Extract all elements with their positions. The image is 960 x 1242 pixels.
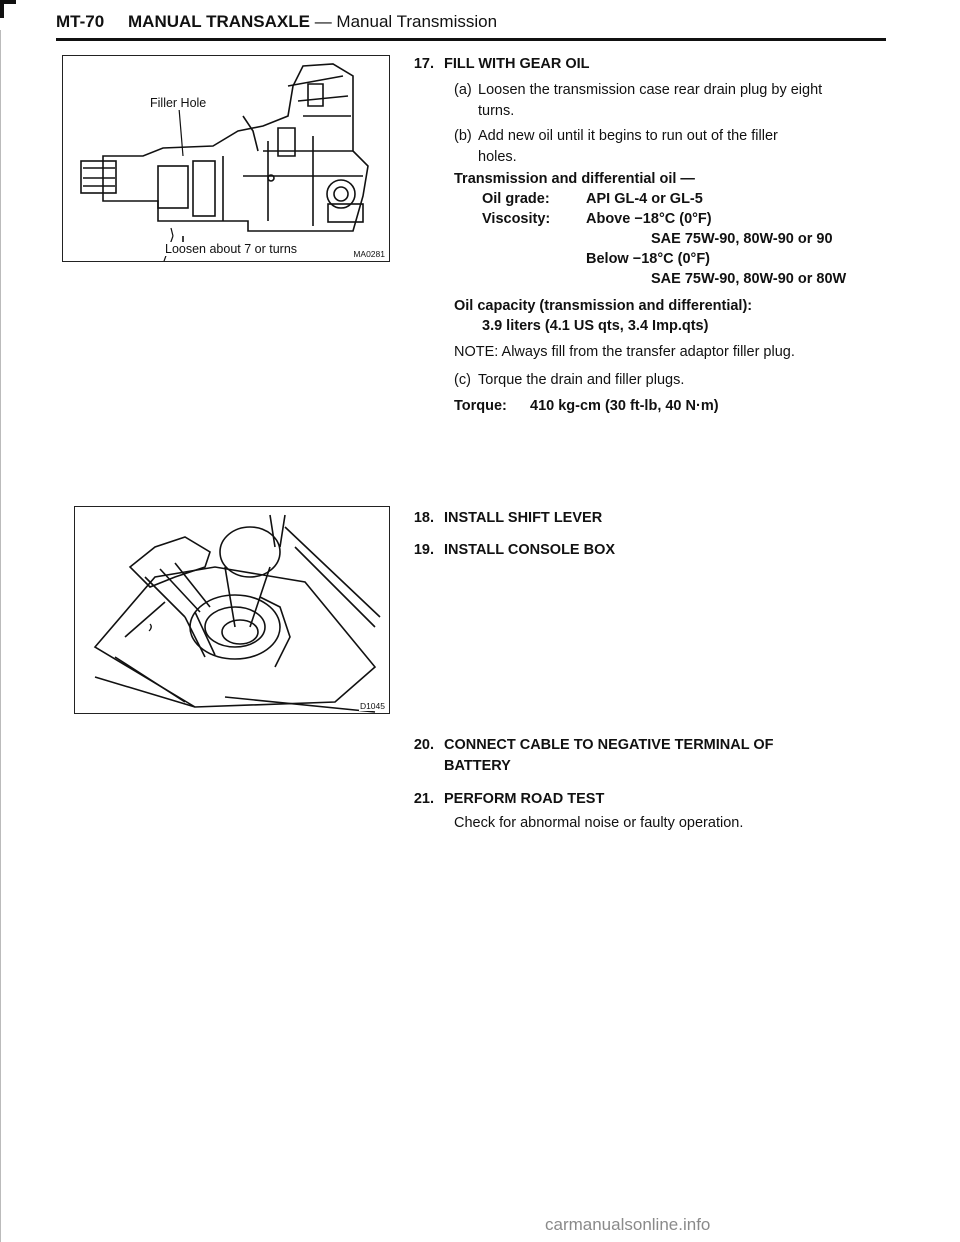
step-number: 21. <box>413 791 434 807</box>
label-filler-hole: Filler Hole <box>150 96 207 110</box>
step-title: INSTALL SHIFT LEVER <box>444 510 603 526</box>
capacity-value: 3.9 liters (4.1 US qts, 3.4 Imp.qts) <box>482 318 709 334</box>
page-code: MT-70 <box>56 12 105 31</box>
step-number: 17. <box>413 56 434 72</box>
step-17-sub-a <box>454 80 894 122</box>
step-title: FILL WITH GEAR OIL <box>444 56 590 72</box>
sub-a-text-cont: turns. <box>478 103 515 119</box>
page-header <box>56 8 886 41</box>
sub-b-text: Add new oil until it begins to run out of the filler <box>478 128 778 144</box>
torque-label: Torque: <box>454 398 507 414</box>
sub-a-text: Loosen the transmission case rear drain plug by eight <box>478 82 823 98</box>
step-19-title <box>400 540 615 561</box>
step-21-title <box>400 789 604 810</box>
step-title-cont: BATTERY <box>444 758 511 774</box>
step-17-title <box>400 54 590 75</box>
sub-a-label: (a) <box>454 82 472 98</box>
figure-transmission-filler <box>62 55 390 262</box>
sub-b-label: (b) <box>454 128 472 144</box>
header-title <box>128 12 497 32</box>
step-17-sub-c <box>454 370 684 391</box>
header-section: MANUAL TRANSAXLE <box>128 12 310 31</box>
viscosity-label: Viscosity: <box>482 211 551 227</box>
sub-c-label: (c) <box>454 372 471 388</box>
transmission-illustration <box>63 56 389 261</box>
spec-heading: Transmission and differential oil — <box>454 171 695 187</box>
figure-shift-lever <box>74 506 390 714</box>
step-number: 18. <box>413 510 434 526</box>
figure-code: D1045 <box>359 701 385 711</box>
viscosity-above-value: SAE 75W-90, 80W-90 or 90 <box>651 231 833 247</box>
step-21-body: Check for abnormal noise or faulty operation. <box>454 815 744 831</box>
oil-grade-value: API GL-4 or GL-5 <box>586 191 703 207</box>
capacity-heading: Oil capacity (transmission and differential): <box>454 298 753 314</box>
oil-grade-label: Oil grade: <box>482 191 550 207</box>
viscosity-above: Above −18°C (0°F) <box>586 211 712 227</box>
label-loosen-turns: Loosen about 7 or turns <box>165 242 298 256</box>
figure-code: MA0281 <box>353 249 385 259</box>
note: NOTE: Always fill from the transfer adaptor filler plug. <box>454 344 795 360</box>
step-18-title <box>400 508 602 529</box>
step-number: 19. <box>413 542 434 558</box>
torque-value: 410 kg-cm (30 ft-lb, 40 N·m) <box>530 398 719 414</box>
step-title: CONNECT CABLE TO NEGATIVE TERMINAL OF <box>444 737 774 753</box>
page-corner-mark <box>0 0 16 18</box>
shift-lever-illustration <box>75 507 389 713</box>
sub-c-text: Torque the drain and filler plugs. <box>478 372 685 388</box>
viscosity-below: Below −18°C (0°F) <box>586 251 711 267</box>
sub-b-text-cont: holes. <box>478 149 517 165</box>
step-title: PERFORM ROAD TEST <box>444 791 605 807</box>
page-edge-rule <box>0 30 1 1242</box>
step-title: INSTALL CONSOLE BOX <box>444 542 616 558</box>
viscosity-below-value: SAE 75W-90, 80W-90 or 80W <box>651 271 847 287</box>
watermark: carmanualsonline.info <box>545 1215 711 1234</box>
header-subsection: Manual Transmission <box>336 12 498 31</box>
step-20-title <box>400 735 880 777</box>
step-17-sub-b <box>454 126 894 168</box>
header-dash: — <box>309 12 337 31</box>
step-number: 20. <box>413 737 434 753</box>
